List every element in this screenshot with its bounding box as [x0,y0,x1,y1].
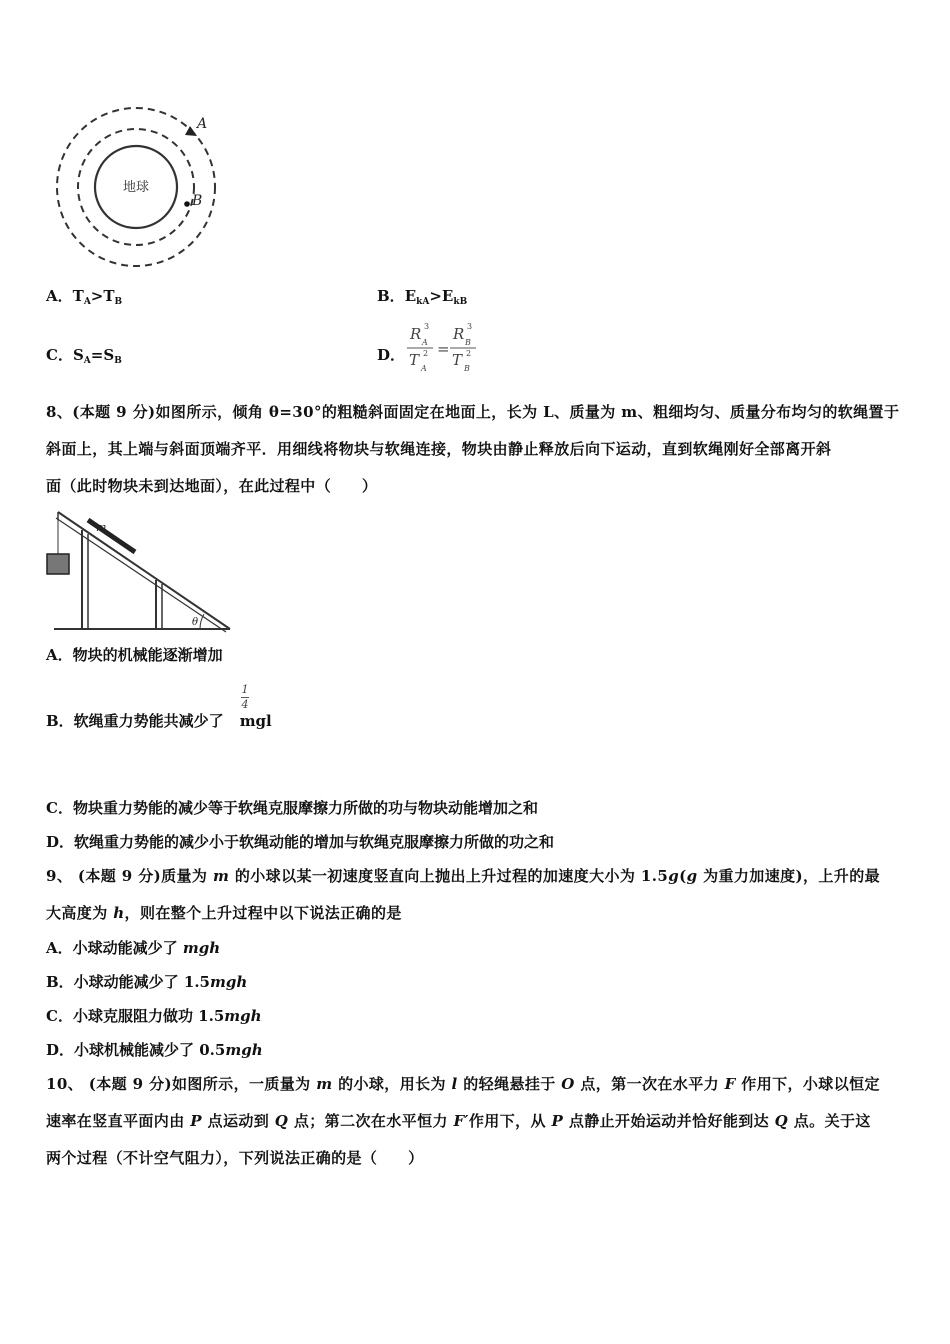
q8-line-3: 面（此时物块未到达地面），在此过程中（ ） [46,477,378,495]
satellite-b-dot [184,201,190,207]
q7-option-c: C．$S_A=S_B$ [46,346,122,366]
kepler-formula [404,318,484,376]
q7-option-b: B．$E_{kA}>E_{kB}$ [377,287,468,307]
q8-option-d: D．软绳重力势能的减少小于软绳动能的增加与软绳克服摩擦力所做的功之和 [46,833,555,851]
svg-text:R: R [410,325,422,343]
q9-option-b: B．小球动能减少了 1.5mgh [46,973,248,991]
q9-option-c: C．小球克服阻力做功 1.5mgh [46,1007,262,1025]
q8-line-1: 8、(本题 9 分)如图所示，倾角 θ=30°的粗糙斜面固定在地面上，长为 L、质量为 m、粗细均匀、质量分布均匀的软绳置于 [46,403,900,421]
angle-label: θ [192,617,199,628]
svg-text:T: T [409,351,420,369]
q8-option-b: B．软绳重力势能共减少了 mgl [46,712,272,730]
point-a-label: A [197,116,208,132]
q7-option-a: A．$T_A>T_B$ [46,287,123,307]
rope-mass-label: m [96,521,107,534]
q8-b-fraction: 1 4 [241,683,249,711]
q8-line-2: 斜面上，其上端与斜面顶端齐平．用细线将物块与软绳连接，物块由静止释放后向下运动，直到软绳刚好全部离开斜 [46,440,832,458]
point-b-label: B [192,193,203,209]
svg-text:B: B [464,364,470,373]
svg-text:R: R [453,325,465,343]
block [47,554,69,574]
q9-option-a: A．小球动能减少了 mgh [46,939,221,957]
q9-line-2: 大高度为 h，则在整个上升过程中以下说法正确的是 [46,904,402,922]
svg-text:T: T [452,351,463,369]
svg-text:2: 2 [423,349,429,358]
q10-line-3: 两个过程（不计空气阻力），下列说法正确的是（ ） [46,1149,424,1167]
q10-line-2: 速率在竖直平面内由 P 点运动到 Q 点；第二次在水平恒力 F′作用下，从 P 点静止开始运动并恰好能到达 Q 点。关于这 [46,1112,871,1130]
q10-line-1: 10、 (本题 9 分)如图所示，一质量为 m 的小球，用长为 l 的轻绳悬挂于 O 点，第一次在水平力 F 作用下，小球以恒定 [46,1075,880,1093]
q9-option-d: D．小球机械能减少了 0.5mgh [46,1041,263,1059]
svg-text:3: 3 [424,322,430,331]
orbit-figure [48,104,228,274]
q7-option-d-letter: D． [377,346,406,364]
orbit-arrow [185,126,197,136]
svg-text:A: A [422,338,428,347]
svg-text:A: A [421,364,427,373]
q9-line-1: 9、 (本题 9 分)质量为 m 的小球以某一初速度竖直向上抛出上升过程的加速度大小为 1.5g(g 为重力加速度)，上升的最 [46,867,881,885]
earth-label: 地球 [123,180,150,195]
q8-option-c: C．物块重力势能的减少等于软绳克服摩擦力所做的功与物块动能增加之和 [46,799,538,817]
svg-text:=: = [437,340,450,358]
incline-figure [44,508,234,634]
svg-text:B: B [465,338,471,347]
svg-text:3: 3 [467,322,473,331]
q8-option-a: A．物块的机械能逐渐增加 [46,646,223,664]
svg-text:2: 2 [466,349,472,358]
